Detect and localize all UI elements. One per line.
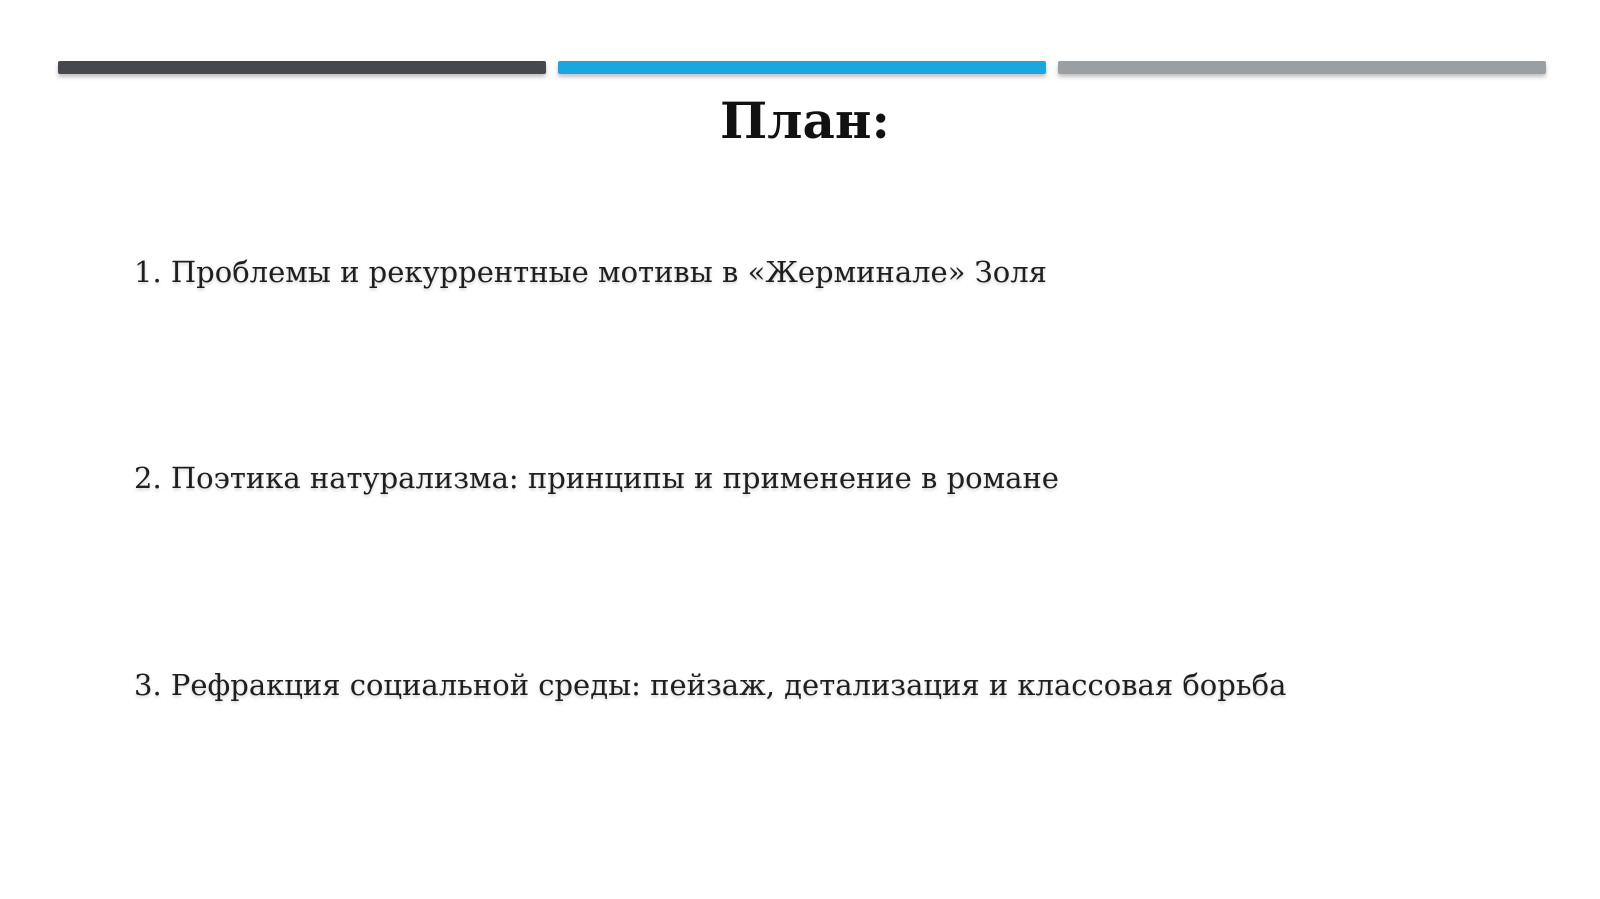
slide-title: План: [720,91,890,150]
plan-item: 2. Поэтика натурализма: принципы и применение в романе [134,461,1059,495]
plan-item: 3. Рефракция социальной среды: пейзаж, детализация и классовая борьба [134,668,1287,702]
decorative-bar-dark [58,61,546,74]
plan-item: 1. Проблемы и рекуррентные мотивы в «Жерминале» Золя [134,255,1047,289]
decorative-bar-blue [558,61,1046,74]
decorative-bar-gray [1058,61,1546,74]
